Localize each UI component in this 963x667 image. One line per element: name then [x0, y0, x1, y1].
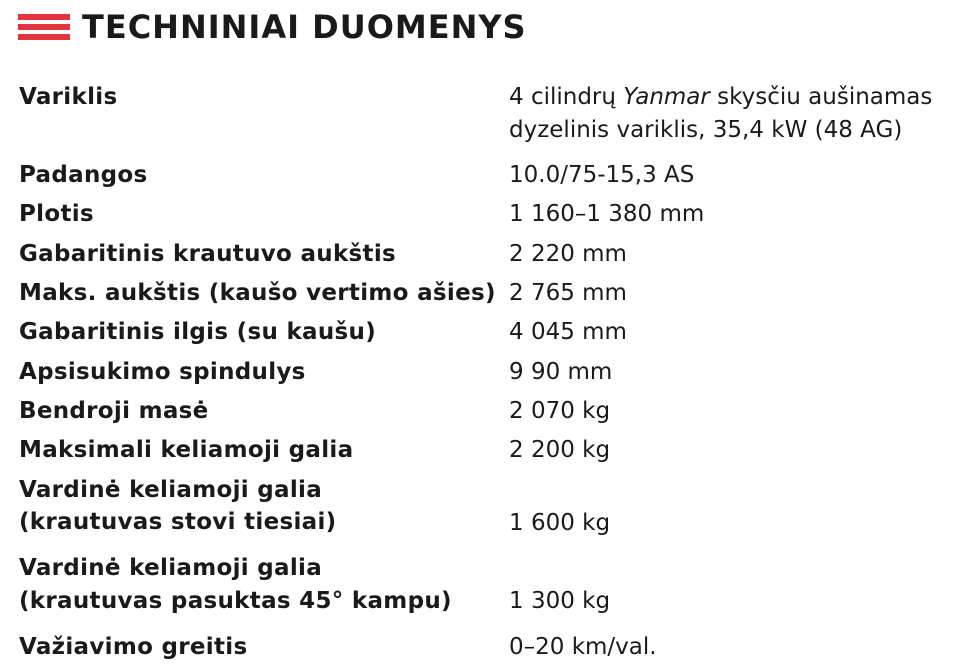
spec-label: Variklis	[19, 84, 118, 110]
spec-label: Padangos	[19, 162, 148, 188]
stripes-icon	[18, 14, 70, 40]
section-header	[18, 8, 527, 46]
section-title: TECHNINIAI DUOMENYS	[82, 8, 527, 46]
spec-label: Apsisukimo spindulys	[19, 359, 306, 385]
spec-value: 4 045 mm	[509, 319, 627, 345]
spec-label: Bendroji masė	[19, 398, 209, 424]
spec-label: Gabaritinis ilgis (su kaušu)	[19, 319, 377, 345]
spec-value: 1 160–1 380 mm	[509, 201, 705, 227]
spec-value: 2 200 kg	[509, 437, 611, 463]
spec-label: Vardinė keliamoji galia	[19, 555, 323, 581]
spec-value: 0–20 km/val.	[509, 634, 657, 660]
spec-label: Važiavimo greitis	[19, 634, 248, 660]
spec-value: 1 600 kg	[509, 510, 611, 536]
spec-label: Vardinė keliamoji galia	[19, 477, 323, 503]
spec-value: 2 220 mm	[509, 241, 627, 267]
spec-label: Maks. aukštis (kaušo vertimo ašies)	[19, 280, 496, 306]
spec-value: 4 cilindrų Yanmar skysčiu aušinamas	[509, 84, 933, 110]
spec-label-line2: (krautuvas stovi tiesiai)	[19, 509, 337, 535]
spec-value: 1 300 kg	[509, 588, 611, 614]
spec-label: Maksimali keliamoji galia	[19, 437, 354, 463]
spec-value: 10.0/75-15,3 AS	[509, 162, 695, 188]
spec-label: Gabaritinis krautuvo aukštis	[19, 241, 396, 267]
spec-label-line2: (krautuvas pasuktas 45° kampu)	[19, 588, 452, 614]
spec-value: 2 765 mm	[509, 280, 627, 306]
spec-value: 2 070 kg	[509, 398, 611, 424]
spec-label: Plotis	[19, 201, 94, 227]
spec-value-line2: dyzelinis variklis, 35,4 kW (48 AG)	[509, 117, 903, 143]
spec-value: 9 90 mm	[509, 359, 613, 385]
